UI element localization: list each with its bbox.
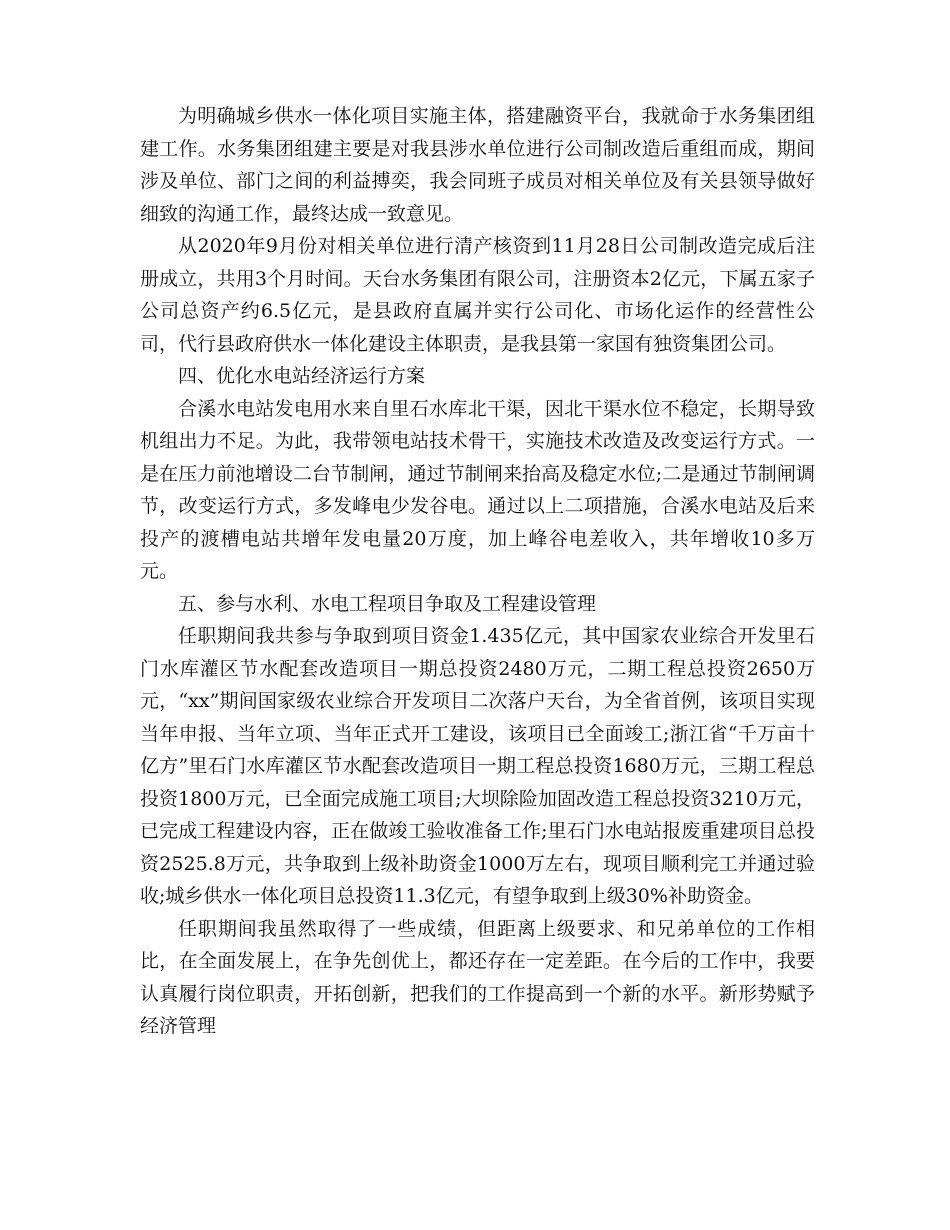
document-body [140, 100, 815, 1043]
paragraph-company-registration: 从2020年9月份对相关单位进行清产核资到11月28日公司制改造完成后注册成立，共用3个月时间。天台水务集团有限公司，注册资本2亿元，下属五家子公司总资产约6.5亿元，是县政府直属并实行公司化、市场化运作的经营性公司，代行县政府供水一体化建设主体职责，是我县第一家国有独资集团公司。 [140, 235, 815, 355]
paragraph-hydropower-optimization: 合溪水电站发电用水来自里石水库北干渠，因北干渠水位不稳定，长期导致机组出力不足。为此，我带领电站技术骨干，实施技术改造及改变运行方式。一是在压力前池增设二台节制闸，通过节制闸来抬高及稳定水位;二是通过节制闸调节，改变运行方式，多发峰电少发谷电。通过以上二项措施，合溪水电站及后来投产的渡槽电站共增年发电量20万度，加上峰谷电差收入，共年增收10多万元。 [140, 397, 815, 582]
paragraph-water-group-formation: 为明确城乡供水一体化项目实施主体，搭建融资平台，我就命于水务集团组建工作。水务集团组建主要是对我县涉水单位进行公司制改造后重组而成，期间涉及单位、部门之间的利益搏奕，我会同班子成员对相关单位及有关县领导做好细致的沟通工作，最终达成一致意见。 [140, 105, 815, 225]
paragraph-project-funding: 任职期间我共参与争取到项目资金1.435亿元，其中国家农业综合开发里石门水库灌区节水配套改造项目一期总投资2480万元，二期工程总投资2650万元，“xx”期间国家级农业综合开发项目二次落户天台，为全省首例，该项目实现当年申报、当年立项、当年正式开工建设，该项目已全面竣工;浙江省“千万亩十亿方”里石门水库灌区节水配套改造项目一期工程总投资1680万元，三期工程总投资1800万元，已全面完成施工项目;大坝除险加固改造工程总投资3210万元，已完成工程建设内容，正在做竣工验收准备工作;里石门水电站报废重建项目总投资2525.8万元，共争取到上级补助资金1000万左右，现项目顺利完工并通过验收;城乡供水一体化项目总投资11.3亿元，有望争取到上级30%补助资金。 [140, 625, 815, 907]
paragraph-conclusion: 任职期间我虽然取得了一些成绩，但距离上级要求、和兄弟单位的工作相比，在全面发展上，在争先创优上，都还存在一定差距。在今后的工作中，我要认真履行岗位职责，开拓创新，把我们的工作提高到一个新的水平。新形势赋予经济管理 [140, 917, 815, 1037]
section-heading-hydropower: 四、优化水电站经济运行方案 [178, 365, 426, 387]
section-heading-projects: 五、参与水利、水电工程项目争取及工程建设管理 [178, 592, 597, 615]
